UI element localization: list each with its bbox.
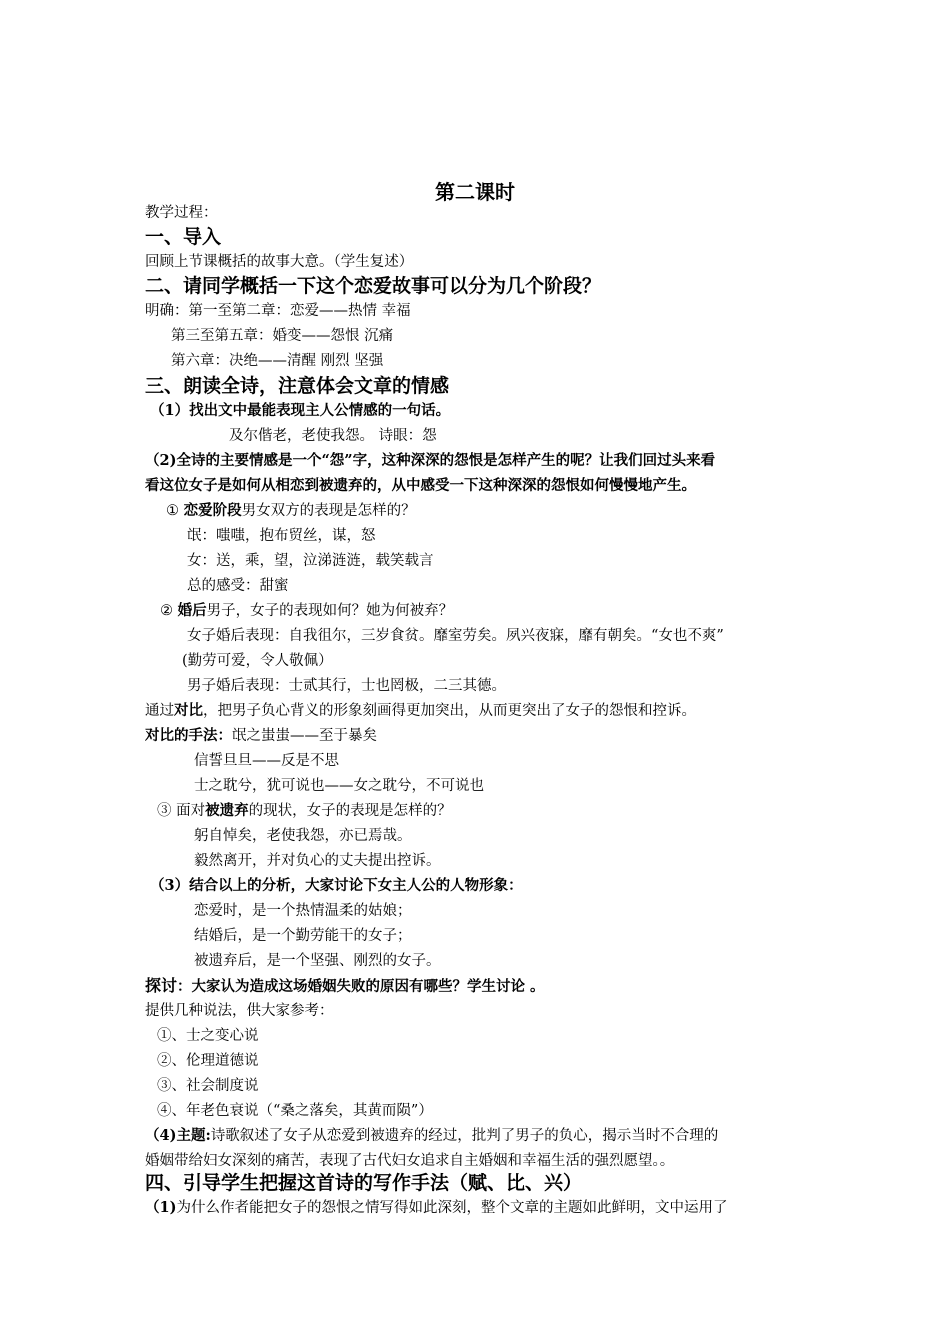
image-line-3: 被遗弃后，是一个坚强、刚烈的女子。 [194,953,441,969]
stage-3-line: 第六章：决绝——清醒 刚烈 坚强 [171,353,384,369]
point-3-line-1: 躬自悼矣，老使我怨，亦已焉哉。 [194,828,412,844]
point-2-man: 男子婚后表现：士贰其行，士也罔极，二三其德。 [187,678,506,694]
point-1-prompt: ① 恋爱阶段男女双方的表现是怎样的？ [166,502,416,519]
theme-line-2: 婚姻带给妇女深刻的痛苦，表现了古代妇女追求自主婚姻和幸福生活的强烈愿望。。 [145,1153,675,1169]
point-1-feeling: 总的感受：甜蜜 [187,578,289,594]
section-2-heading: 二、请同学概括一下这个恋爱故事可以分为几个阶段？ [145,275,602,297]
point-2-woman-note: (勤劳可爱，令人敬佩） [182,653,333,669]
point-3-prompt: ③ 面对被遗弃的现状，女子的表现是怎样的？ [157,802,452,819]
contrast-method-1: 对比的手法：氓之蚩蚩——至于暴矣 [145,727,377,744]
section-1-heading: 一、导入 [145,226,222,248]
question-2-line-2: 看这位女子是如何从相恋到被遗弃的，从中感受一下这种深深的怨恨如何慢慢地产生。 [145,477,696,494]
point-1-woman: 女：送，乘，望，泣涕涟涟，载笑载言 [187,553,434,569]
section-3-heading: 三、朗读全诗，注意体会文章的情感 [145,375,450,397]
contrast-summary: 通过对比，把男子负心背义的形象刻画得更加突出，从而更突出了女子的怨恨和控诉。 [145,702,696,719]
question-1-answer: 及尔偕老，老使我怨。 诗眼：怨 [229,428,437,444]
question-2-line-1: （2)全诗的主要情感是一个“怨”字，这种深深的怨恨是怎样产生的呢？让我们回过头来看 [145,452,716,469]
point-3-line-2: 毅然离开，并对负心的丈夫提出控诉。 [194,853,441,869]
review-line: 回顾上节课概括的故事大意。（学生复述） [145,254,414,270]
view-item: ①、士之变心说 [157,1028,259,1044]
discussion-prompt: 探讨：大家认为造成这场婚姻失败的原因有哪些？学生讨论 。 [145,976,545,995]
views-intro: 提供几种说法，供大家参考： [145,1003,334,1019]
teaching-process-label: 教学过程： [145,205,218,221]
lesson-title: 第二课时 [435,180,515,204]
view-item: ④、年老色衰说（“桑之落矣，其黄而陨”） [157,1103,433,1119]
point-2-prompt: ② 婚后男子，女子的表现如何？她为何被弃？ [160,602,454,619]
contrast-method-3: 士之耽兮，犹可说也——女之耽兮，不可说也 [194,778,484,794]
final-question-line: （1)为什么作者能把女子的怨恨之情写得如此深刻，整个文章的主题如此鲜明，文中运用了 [145,1199,728,1216]
image-line-1: 恋爱时，是一个热情温柔的姑娘； [194,903,412,919]
point-2-woman: 女子婚后表现：自我徂尔，三岁食贫。靡室劳矣。夙兴夜寐，靡有朝矣。“女也不爽” [187,628,724,644]
section-4-heading: 四、引导学生把握这首诗的写作手法（赋、比、兴） [145,1172,583,1194]
view-item: ③、社会制度说 [157,1078,259,1094]
stage-2-line: 第三至第五章：婚变——怨恨 沉痛 [171,328,394,344]
image-line-2: 结婚后，是一个勤劳能干的女子； [194,928,412,944]
stage-1-line: 明确：第一至第二章：恋爱——热情 幸福 [145,303,411,319]
question-3: （3）结合以上的分析，大家讨论下女主人公的人物形象： [150,877,523,894]
point-1-man: 氓：嗤嗤，抱布贸丝，谋，怒 [187,528,376,544]
theme-line-1: （4)主题:诗歌叙述了女子从恋爱到被遗弃的经过，批判了男子的负心，揭示当时不合理的 [145,1127,719,1144]
contrast-method-2: 信誓旦旦——反是不思 [194,753,339,769]
view-item: ②、伦理道德说 [157,1053,259,1069]
question-1: （1）找出文中最能表现主人公情感的一句话。 [150,402,451,419]
